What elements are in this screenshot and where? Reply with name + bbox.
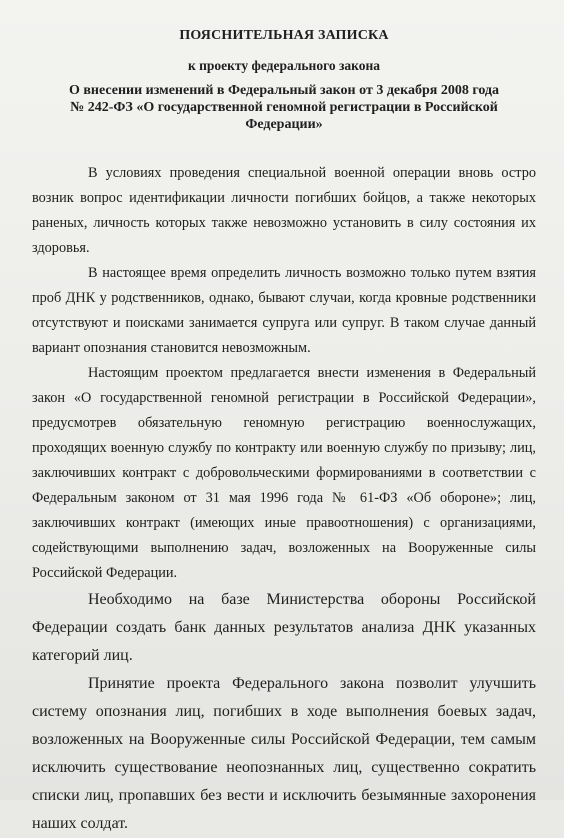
document-heading	[32, 82, 536, 133]
paragraph-3: Настоящим проектом предлагается внести изменения в Федеральный закон «О государственной геномной регистрации в Российской Федерации», предусмотрев обязательную геномную регистрацию военнослужащих, проходящих военную службу по контракту или военную службу по призыву; лиц, заключивших контракт с добровольческими формированиями в соответствии с Федеральным законом от 31 мая 1996 года № 61-ФЗ «Об обороне»; лиц, заключивших контракт (имеющих иные правоотношения) с организациями, содействующими выполнению задач, возложенных на Вооруженные силы Российской Федерации.	[32, 365, 536, 581]
paragraph-2: В настоящее время определить личность возможно только путем взятия проб ДНК у родственников, однако, бывают случаи, когда кровные родственники отсутствуют и поисками занимается супруга или супруг. В таком случае данный вариант опознания становится невозможным.	[32, 265, 536, 356]
heading-line-2: № 242-ФЗ «О государственной геномной регистрации в Российской	[70, 100, 498, 115]
heading-line-3: Федерации»	[245, 117, 323, 132]
paragraph-4: Необходимо на базе Министерства обороны Российской Федерации создать банк данных результатов анализа ДНК указанных категорий лиц.	[32, 591, 536, 664]
document-title: ПОЯСНИТЕЛЬНАЯ ЗАПИСКА	[179, 28, 389, 43]
paragraph-1: В условиях проведения специальной военной операции вновь остро возник вопрос идентификации личности погибших бойцов, а также некоторых раненых, личность которых также невозможно установить в силу состояния их здоровья.	[32, 165, 536, 256]
paragraph-5: Принятие проекта Федерального закона позволит улучшить систему опознания лиц, погибших в ходе выполнения боевых задач, возложенных на Вооруженные силы Российской Федерации, тем самым исключить существование неопознанных лиц, существенно сократить списки лиц, пропавших без вести и исключить безымянные захоронения наших солдат.	[32, 675, 536, 832]
heading-line-1: О внесении изменений в Федеральный закон от 3 декабря 2008 года	[68, 83, 500, 98]
document-subtitle: к проекту федерального закона	[187, 58, 381, 73]
